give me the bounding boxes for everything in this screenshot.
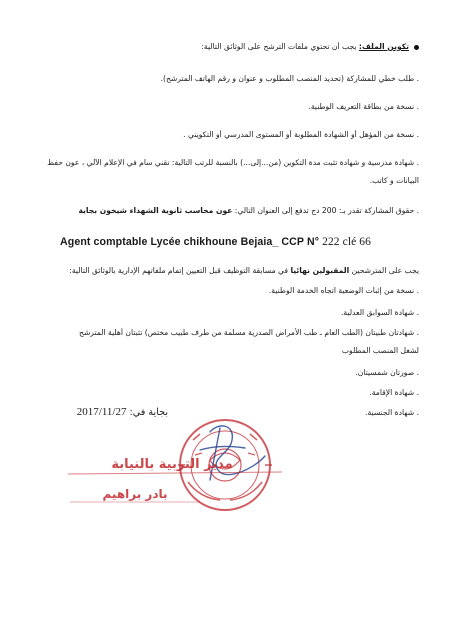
list-item: . نسخة من إثبات الوضعية اتجاه الخدمة الوطنية.: [268, 286, 419, 295]
list-item: . نسخة من بطاقة التعريف الوطنية.: [308, 102, 419, 111]
list-item: . طلب خطي للمشاركة (تحديد المنصب المطلوب و عنوان و رقم الهاتف المترشح).: [160, 74, 419, 83]
list-item-continued: لشغل المنصب المطلوب: [341, 346, 419, 355]
list-item: . شهادة السوابق العدلية.: [340, 308, 419, 317]
intro-title: تكوين الملف:: [358, 42, 409, 51]
fee-prefix: . حقوق المشاركة تقدر بـ: 200 دج تدفع إلى العنوان التالي:: [232, 206, 419, 215]
intro-line: [34, 42, 419, 52]
admitted-line: [34, 266, 419, 276]
fee-address: عون محاسب ثانوية الشهداء شيخون بجاية: [78, 206, 233, 215]
stamp-title: مدير التربية بالنيابة: [111, 457, 233, 472]
account-text: Agent comptable Lycée chikhoune Bejaia_ CCP N°: [60, 236, 323, 248]
fee-line: [34, 206, 419, 216]
stamp-name: بادر براهيم: [102, 487, 168, 501]
signature-stamp-block: [60, 410, 300, 530]
list-item: . صورتان شمسيتان.: [355, 368, 419, 377]
account-number: 222 clé 66: [322, 236, 371, 248]
list-item: . شهادة مدرسية و شهادة تثبت مدة التكوين (من...إلى...) بالنسبة للرتب التالية: تقني سام في الإعلام الآلي ، عون حفظ: [47, 158, 419, 167]
list-item: . شهادتان طبيتان (الطب العام ـ طب الأمراض الصدرية مسلمة من طرف طبيب مختص) تثبتان أهلية المترشح: [79, 328, 419, 337]
list-item: . نسخة من المؤهل أو الشهادة المطلوبة أو المستوى المدرسي أو التكويني .: [183, 130, 419, 139]
intro-text: يجب أن تحتوي ملفات الترشح على الوثائق التالية:: [201, 42, 359, 51]
signoff-date-value: 2017/11/27: [76, 406, 127, 418]
list-item: . شهادة الإقامة.: [369, 388, 419, 397]
list-item-continued: البيانات و كاتب.: [369, 176, 419, 185]
admitted-pre: يجب على المترشحين: [349, 266, 419, 275]
bullet-icon: [414, 45, 419, 50]
official-stamp-icon: [60, 410, 300, 530]
signoff-place: بجاية في:: [126, 407, 168, 418]
list-item: . شهادة الجنسية.: [365, 408, 419, 417]
admitted-bold: المقبولين نهائيا: [290, 266, 350, 275]
account-line: [60, 236, 371, 248]
admitted-post: في مسابقة التوظيف قبل التعيين إتمام ملفاتهم الإدارية بالوثائق التالية:: [69, 266, 291, 275]
